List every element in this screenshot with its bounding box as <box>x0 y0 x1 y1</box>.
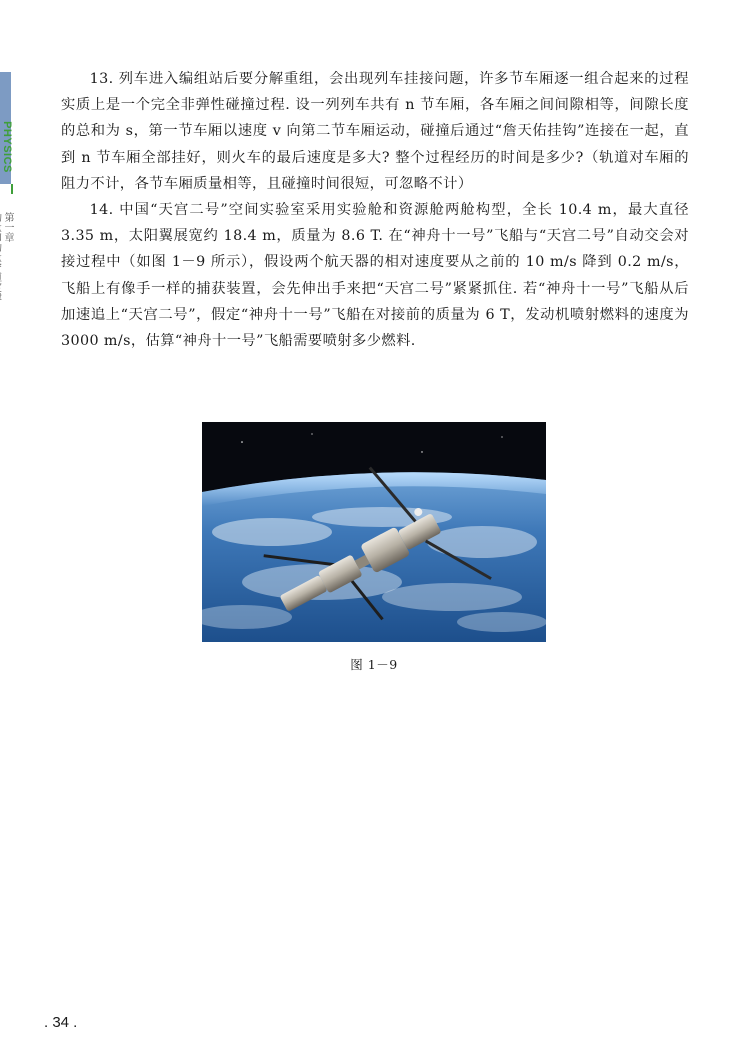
page-number: . 34 . <box>44 1014 78 1031</box>
subject-accent-bar <box>11 184 13 194</box>
subject-label: PHYSICS <box>1 121 13 173</box>
chapter-title <box>0 212 1 302</box>
chapter-number: 第一章 <box>2 212 13 242</box>
main-content <box>61 66 689 354</box>
problem-14: 14. 中国“天宫二号”空间实验室采用实验舱和资源舱两舱构型，全长 10.4 m，最大直径 3.35 m，太阳翼展宽约 18.4 m，质量为 8.6 T. 在“神舟十一号”飞船与“天宫二号”自动交会对接过程中（如图 1－9 所示），假设两个航天器的相对速度要从之前的 10 m/s 降到 0.2 m/s，飞船上有像手一样的捕获装置，会先伸出手来把“天宫二号”紧紧抓住. 若“神舟十一号”飞船从后加速追上“天宫二号”，假定“神舟十一号”飞船在对接前的质量为 6 T，发动机喷射燃料的速度为 3000 m/s，估算“神舟十一号”飞船需要喷射多少燃料. <box>61 202 689 350</box>
chapter-vertical-label <box>1 212 13 302</box>
problem-13: 13. 列车进入编组站后要分解重组，会出现列车挂接问题，许多节车厢逐一组合起来的过程实质上是一个完全非弹性碰撞过程. 设一列列车共有 n 节车厢，各车厢之间间隙相等，间隙长度的总和为 s，第一节车厢以速度 v 向第二节车厢运动，碰撞后通过“詹天佑挂钩”连接在一起，直到 n 节车厢全部挂好，则火车的最后速度是多大? 整个过程经历的时间是多少?（轨道对车厢的阻力不计，各节车厢质量相等，且碰撞时间很短，可忽略不计） <box>61 71 689 192</box>
figure-space-station-docking <box>202 422 546 642</box>
figure-caption: 图 1－9 <box>350 657 398 672</box>
